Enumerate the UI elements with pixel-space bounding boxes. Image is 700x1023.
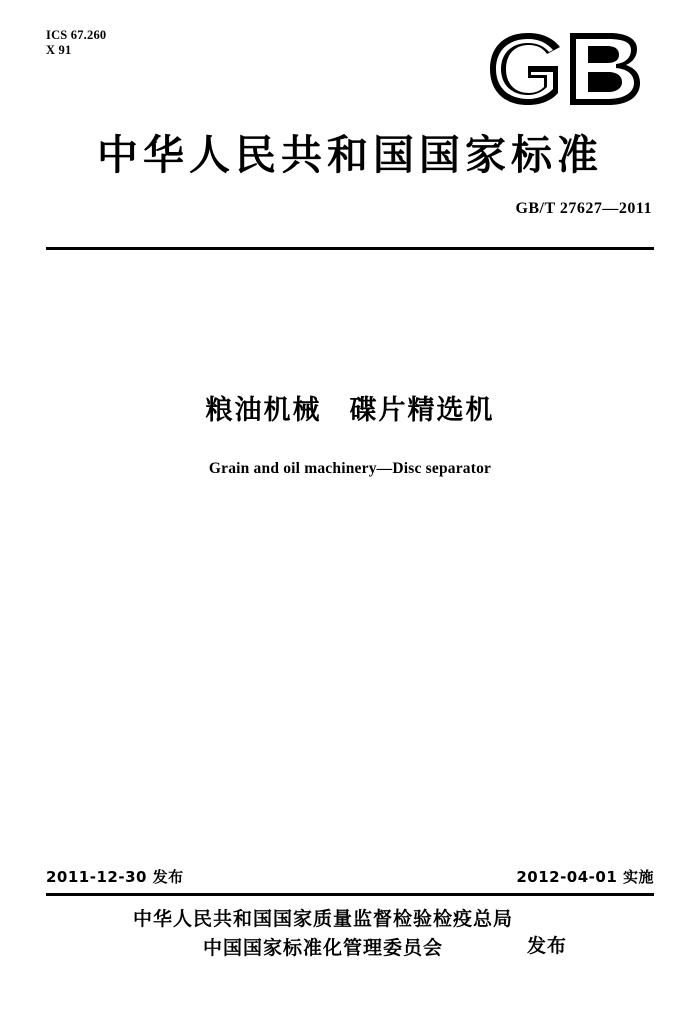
ics-block — [46, 28, 106, 58]
publisher-line-2: 中国国家标准化管理委员会 — [202, 937, 443, 959]
document-title-cn — [0, 388, 700, 427]
date-row — [46, 866, 654, 886]
publisher-names — [133, 905, 513, 963]
document-title-en: Grain and oil machinery—Disc separator — [208, 460, 492, 477]
issue-date: 2011-12-30 发布 — [46, 868, 184, 886]
publish-label: 发布 — [527, 934, 568, 957]
divider-bottom — [46, 893, 654, 896]
document-title-cn-part1: 粮油机械 — [205, 395, 322, 426]
classification-code: X 91 — [46, 43, 72, 57]
ics-code: ICS 67.260 — [46, 28, 107, 42]
page-title: 中华人民共和国国家标准 — [97, 131, 603, 179]
effective-date: 2012-04-01 实施 — [516, 868, 654, 886]
gb-logo-icon — [484, 30, 654, 108]
document-title-cn-part2: 碟片精选机 — [349, 395, 495, 426]
publisher-line-1: 中华人民共和国国家质量监督检验检疫总局 — [132, 908, 513, 930]
standard-number: GB/T 27627—2011 — [515, 200, 652, 217]
publisher-block — [0, 905, 700, 963]
divider-top — [46, 247, 654, 250]
